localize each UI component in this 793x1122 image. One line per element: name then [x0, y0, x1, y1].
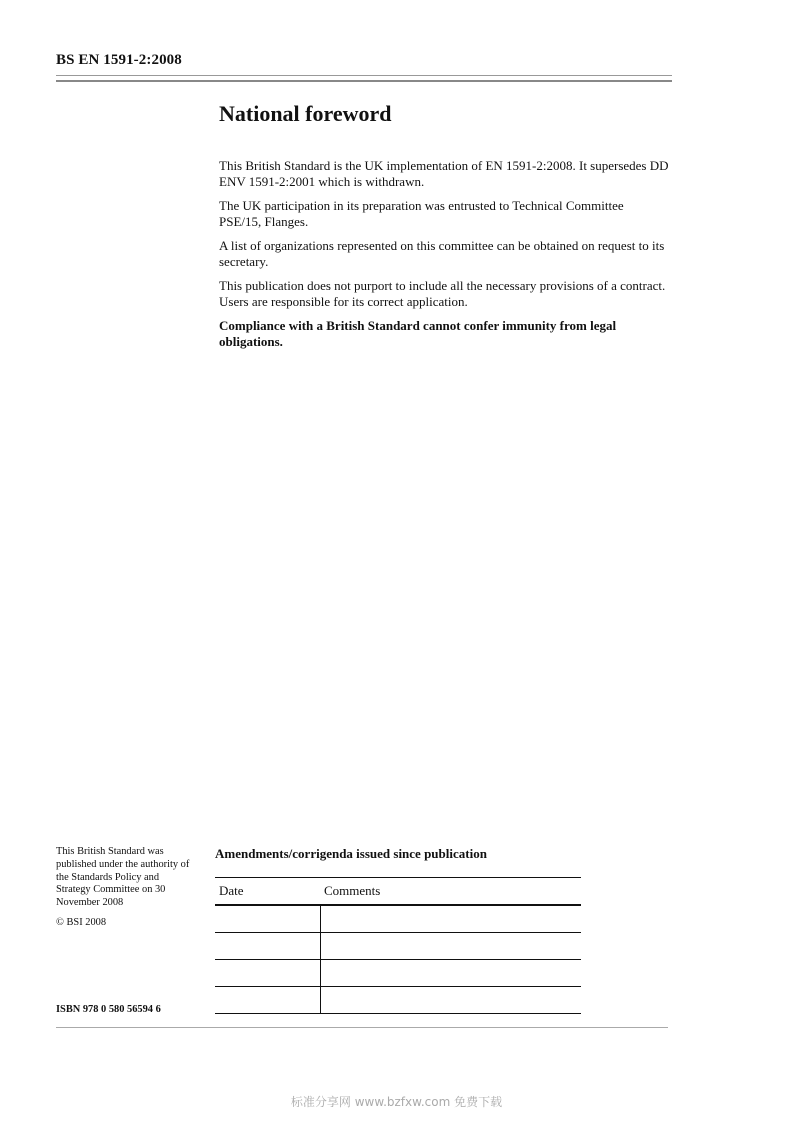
comments-cell — [320, 987, 581, 1014]
copyright-text: © BSI 2008 — [56, 916, 107, 928]
foreword-body — [219, 158, 669, 358]
publication-note — [56, 846, 196, 930]
paragraph-organizations: A list of organizations represented on this committee can be obtained on request to its secretary. — [219, 238, 665, 269]
paragraph-compliance: Compliance with a British Standard cannot confer immunity from legal obligations. — [219, 318, 617, 349]
table-row — [215, 933, 581, 960]
column-header-date: Date — [215, 878, 320, 906]
date-cell — [215, 933, 320, 960]
paragraph-implementation: This British Standard is the UK implementation of EN 1591-2:2008. It supersedes DD ENV 1591-2:2001 which is withdrawn. — [219, 158, 669, 189]
table-row — [215, 987, 581, 1014]
date-cell — [215, 905, 320, 933]
amendments-table — [215, 877, 581, 1014]
table-row — [215, 905, 581, 933]
footer-rule — [56, 1027, 668, 1028]
comments-cell — [320, 933, 581, 960]
comments-cell — [320, 960, 581, 987]
comments-cell — [320, 905, 581, 933]
footer-watermark: 标准分享网 www.bzfxw.com 免费下载 — [290, 1095, 503, 1109]
header-rule-thick — [56, 80, 672, 82]
isbn-text: ISBN 978 0 580 56594 6 — [56, 1004, 161, 1015]
paragraph-participation: The UK participation in its preparation was entrusted to Technical Committee PSE/15, Flanges. — [219, 198, 624, 229]
publication-note-text: This British Standard was published under the authority of the Standards Policy and Strategy Committee on 30 November 2008 — [56, 846, 190, 909]
document-code: BS EN 1591-2:2008 — [56, 52, 182, 68]
paragraph-provisions: This publication does not purport to include all the necessary provisions of a contract. Users are responsible for its correct application. — [219, 278, 666, 309]
header-rule-thin — [56, 75, 672, 76]
date-cell — [215, 960, 320, 987]
date-cell — [215, 987, 320, 1014]
column-header-comments: Comments — [320, 878, 581, 906]
amendments-header-row — [215, 878, 581, 906]
page-title: National foreword — [219, 101, 392, 126]
amendments-title: Amendments/corrigenda issued since publication — [215, 846, 487, 861]
table-row — [215, 960, 581, 987]
